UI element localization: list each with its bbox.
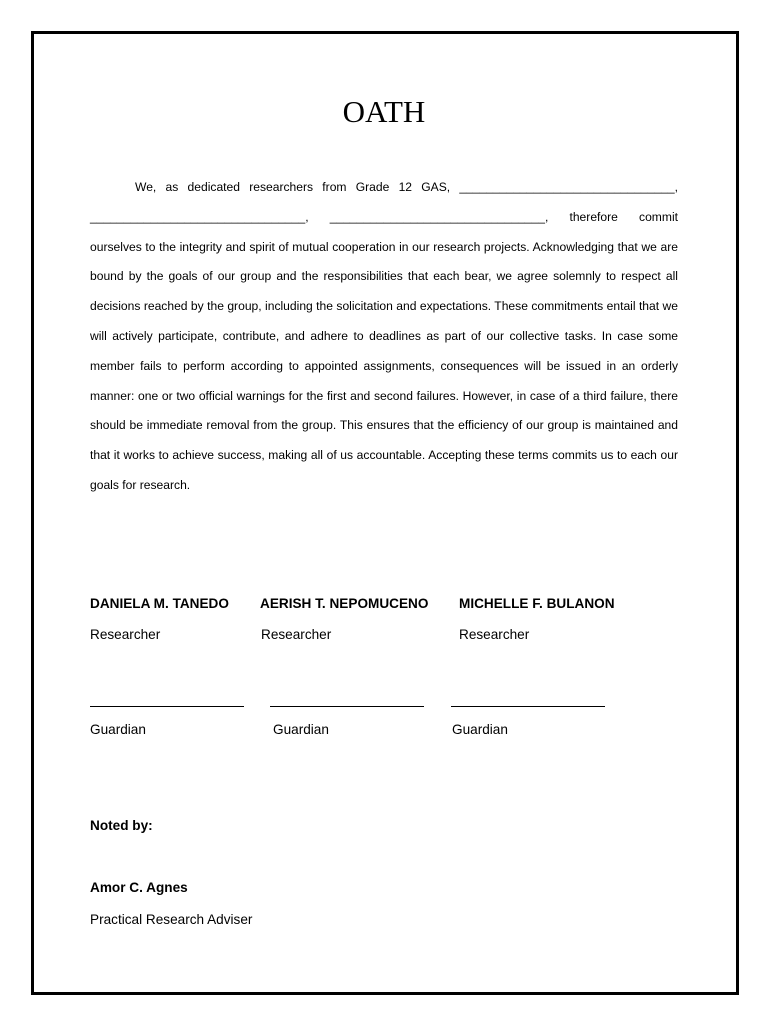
guardian-signature-line-1 xyxy=(90,706,244,707)
signatory-role-3: Researcher xyxy=(459,627,530,642)
guardian-signature-line-2 xyxy=(270,706,424,707)
guardian-label-2: Guardian xyxy=(273,722,329,737)
signatory-name-1: DANIELA M. TANEDO xyxy=(90,596,229,611)
noted-by-label: Noted by: xyxy=(90,818,153,833)
signatory-role-2: Researcher xyxy=(261,627,332,642)
adviser-role: Practical Research Adviser xyxy=(90,912,253,927)
signatory-name-2: AERISH T. NEPOMUCENO xyxy=(260,596,429,611)
oath-body: We, as dedicated researchers from Grade 12 GAS, ________________________________, ________________________________, ________________________________, therefore commit ourselves to the integrity and spirit of mutual cooperation in our research projects. Acknowledging that we are bound by the goals of our group and the responsibilities that each bear, we agree solemnly to respect all decisions reached by the group, including the solicitation and expectations. These commitments entail that we will actively participate, contribute, and adhere to deadlines as part of our collective tasks. In case some member fails to perform according to appointed assignments, consequences will be issued in an orderly manner: one or two official warnings for the first and second failures. However, in case of a third failure, there should be immediate removal from the group. This ensures that the efficiency of our group is maintained and that it works to achieve success, making all of us accountable. Accepting these terms commits us to each our goals for research. xyxy=(90,180,678,492)
guardian-label-3: Guardian xyxy=(452,722,508,737)
signatory-role-1: Researcher xyxy=(90,627,161,642)
guardian-label-1: Guardian xyxy=(90,722,146,737)
guardian-signature-line-3 xyxy=(451,706,605,707)
adviser-name: Amor C. Agnes xyxy=(90,880,188,895)
signatory-name-3: MICHELLE F. BULANON xyxy=(459,596,615,611)
document-title: OATH xyxy=(342,94,426,129)
